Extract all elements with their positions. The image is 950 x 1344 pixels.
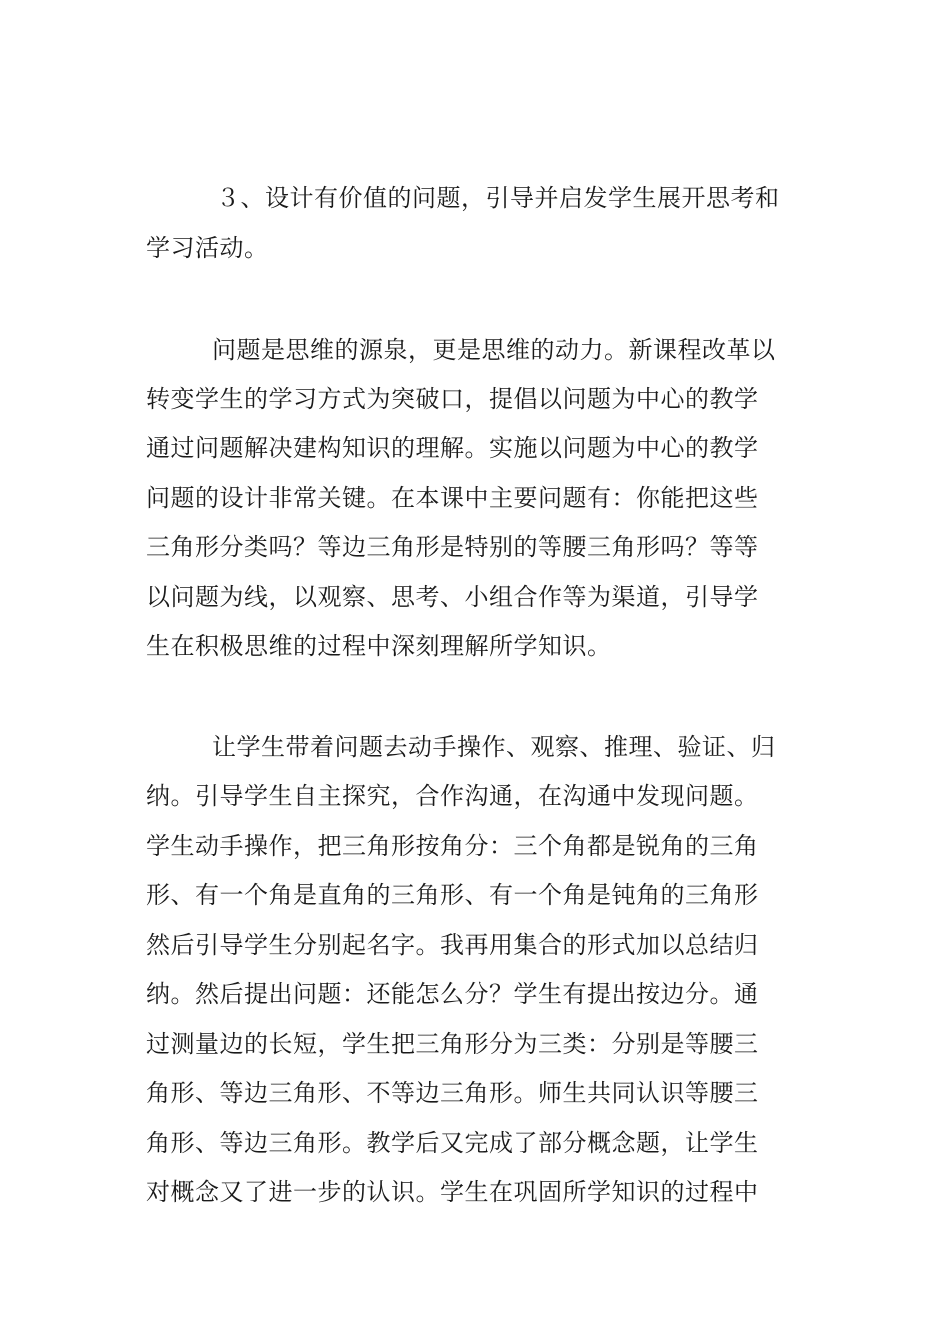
paragraph-line: 以问题为线，以观察、思考、小组合作等为渠道，引导学 <box>146 583 759 611</box>
paragraph-line: 学生动手操作，把三角形按角分：三个角都是锐角的三角 <box>146 832 759 860</box>
paragraph-line: 角形、等边三角形、不等边三角形。师生共同认识等腰三 <box>146 1079 759 1107</box>
paragraph-line: 纳。然后提出问题：还能怎么分？学生有提出按边分。通 <box>146 980 759 1008</box>
paragraph-line: 转变学生的学习方式为突破口，提倡以问题为中心的教学 <box>146 385 759 413</box>
paragraph-line: 形、有一个角是直角的三角形、有一个角是钝角的三角形 <box>146 881 759 909</box>
paragraph-line: 对概念又了进一步的认识。学生在巩固所学知识的过程中 <box>146 1178 759 1206</box>
paragraph-line: 让学生带着问题去动手操作、观察、推理、验证、归 <box>212 733 776 761</box>
paragraph-line: 纳。引导学生自主探究，合作沟通，在沟通中发现问题。 <box>146 782 759 810</box>
paragraph-line: 问题的设计非常关键。在本课中主要问题有：你能把这些 <box>146 484 759 512</box>
section-heading-line: ３、设计有价值的问题，引导并启发学生展开思考和 <box>216 184 780 212</box>
paragraph-line: 生在积极思维的过程中深刻理解所学知识。 <box>146 632 612 660</box>
paragraph-line: 三角形分类吗？等边三角形是特别的等腰三角形吗？等等 <box>146 533 759 561</box>
paragraph-line: 然后引导学生分别起名字。我再用集合的形式加以总结归 <box>146 931 759 959</box>
paragraph-line: 角形、等边三角形。教学后又完成了部分概念题，让学生 <box>146 1129 759 1157</box>
section-heading-line: 学习活动。 <box>146 234 269 262</box>
paragraph-line: 问题是思维的源泉，更是思维的动力。新课程改革以 <box>212 336 776 364</box>
paragraph-line: 通过问题解决建构知识的理解。实施以问题为中心的教学 <box>146 434 759 462</box>
paragraph-line: 过测量边的长短，学生把三角形分为三类：分别是等腰三 <box>146 1030 759 1058</box>
